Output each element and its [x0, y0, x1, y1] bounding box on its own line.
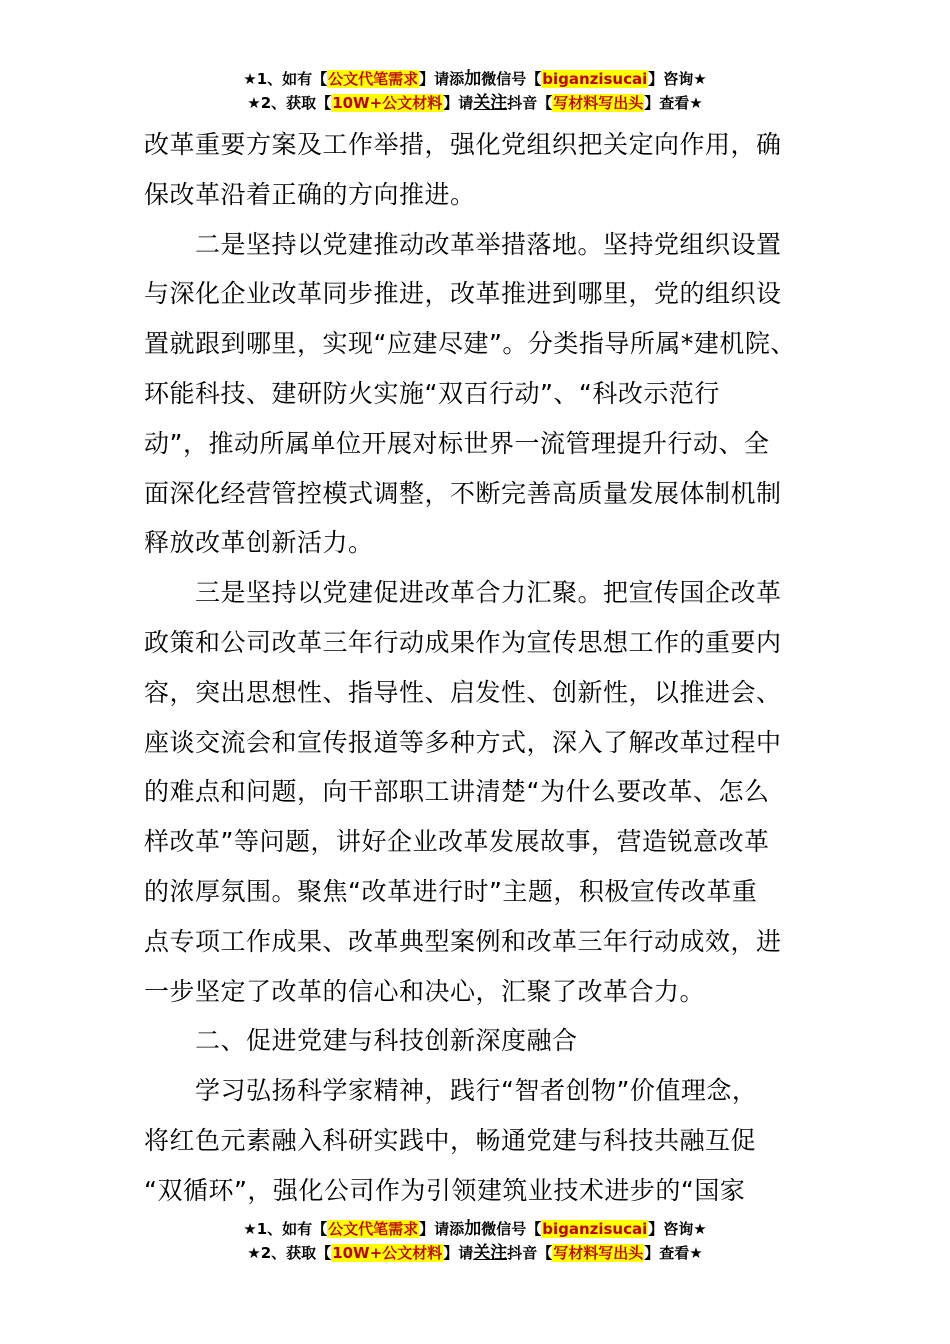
text-line: 环能科技、建研防火实施“双百行动”、“科改示范行 [144, 378, 720, 408]
banner-line-1 [0, 1217, 950, 1241]
section-heading: 二、促进党建与科技创新深度融合 [144, 1026, 578, 1056]
banner-line-2 [0, 1241, 950, 1265]
banner-text: 加 [464, 1219, 482, 1239]
banner-text: 抖音【 [507, 94, 553, 112]
banner-line-2 [0, 91, 950, 115]
banner-text: 微信号【 [481, 70, 542, 88]
banner-text: 】查看★ [644, 94, 703, 112]
banner-text: 关注 [473, 93, 508, 113]
text-line: 的浓厚氛围。聚焦“改革进行时”主题，积极宣传改革重 [144, 876, 758, 906]
text-line: 面深化经营管控模式调整，不断完善高质量发展体制机制 [144, 478, 782, 508]
banner-text: 】请添 [419, 70, 465, 88]
highlight-tag: 公文代笔需求 [328, 1220, 419, 1238]
text-line: 与深化企业改革同步推进，改革推进到哪里，党的组织设 [144, 279, 782, 309]
douyin-tag: 写材料写出头 [553, 94, 644, 112]
text-line: “双循环”，强化公司作为引领建筑业技术进步的“国家 [144, 1175, 746, 1205]
header-banner [0, 67, 950, 115]
footer-banner [0, 1217, 950, 1265]
text-line: 置就跟到哪里，实现“应建尽建”。分类指导所属*建机院、 [144, 329, 796, 359]
highlight-tag: 10W+公文材料 [332, 1244, 443, 1262]
banner-text: ★2、获取【 [247, 1244, 332, 1262]
banner-text: 】请 [443, 1244, 474, 1262]
text-line: 样改革”等问题，讲好企业改革发展故事，营造锐意改革 [144, 827, 770, 857]
text-line: 政策和公司改革三年行动成果作为宣传思想工作的重要内 [144, 627, 782, 657]
text-line: 改革重要方案及工作举措，强化党组织把关定向作用，确 [144, 130, 782, 159]
banner-text: 】咨询★ [648, 1220, 707, 1238]
text-line: 点专项工作成果、改革典型案例和改革三年行动成效，进 [144, 926, 782, 956]
text-line: 学习弘扬科学家精神，践行“智者创物”价值理念， [144, 1076, 758, 1106]
banner-text: 加 [464, 69, 482, 89]
highlight-tag: 公文代笔需求 [328, 70, 419, 88]
text-line: 的难点和问题，向干部职工讲清楚“为什么要改革、怎么 [144, 777, 770, 807]
banner-text: 关注 [473, 1243, 508, 1263]
banner-text: 】请 [443, 94, 474, 112]
banner-text: ★2、获取【 [247, 94, 332, 112]
text-line: 保改革沿着正确的方向推进。 [144, 179, 476, 209]
banner-text: 】请添 [419, 1220, 465, 1238]
banner-text: 微信号【 [481, 1220, 542, 1238]
banner-text: 抖音【 [507, 1244, 553, 1262]
highlight-tag: 10W+公文材料 [332, 94, 443, 112]
banner-text: 】咨询★ [648, 70, 707, 88]
text-line: 三是坚持以党建促进改革合力汇聚。把宣传国企改革 [144, 578, 782, 608]
text-line: 容，突出思想性、指导性、启发性、创新性，以推进会、 [144, 677, 782, 707]
text-line: 动”，推动所属单位开展对标世界一流管理提升行动、全 [144, 428, 770, 458]
banner-text: ★1、如有【 [243, 1220, 328, 1238]
text-line: 座谈交流会和宣传报道等多种方式，深入了解改革过程中 [144, 727, 782, 757]
text-line: 将红色元素融入科研实践中，畅通党建与科技共融互促 [144, 1125, 757, 1155]
text-line: 释放改革创新活力。 [144, 528, 374, 558]
wechat-id-tag: biganzisucai [542, 1220, 648, 1238]
document-body [144, 120, 806, 1216]
text-line: 二是坚持以党建推动改革举措落地。坚持党组织设置 [144, 229, 782, 259]
banner-line-1 [0, 67, 950, 91]
douyin-tag: 写材料写出头 [553, 1244, 644, 1262]
wechat-id-tag: biganzisucai [542, 70, 648, 88]
text-line: 一步坚定了改革的信心和决心，汇聚了改革合力。 [144, 976, 706, 1006]
banner-text: ★1、如有【 [243, 70, 328, 88]
banner-text: 】查看★ [644, 1244, 703, 1262]
